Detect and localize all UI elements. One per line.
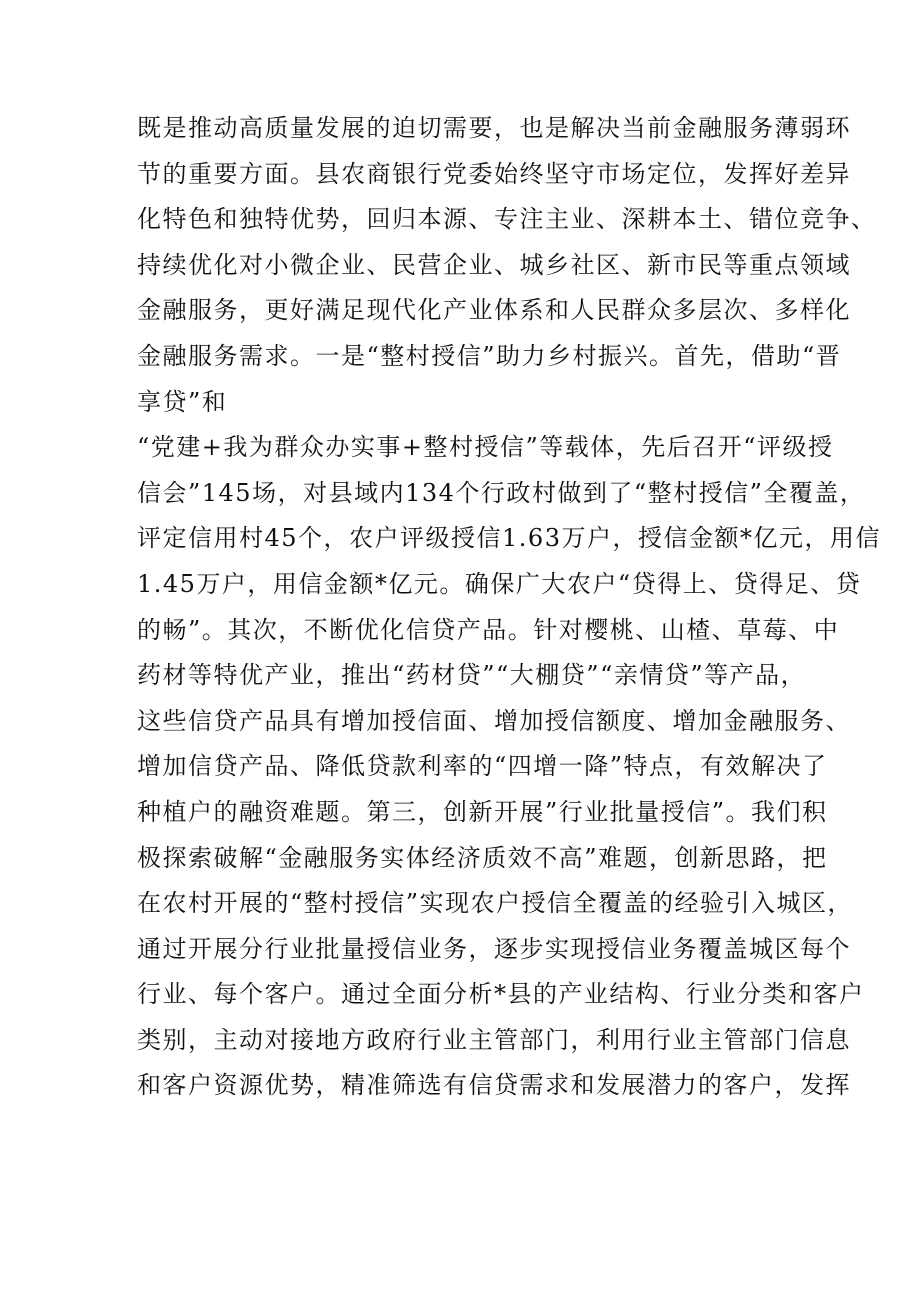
text-line: 种植户的融资难题。第三，创新开展”行业批量授信”。我们积 bbox=[137, 797, 828, 826]
text-line: 金融服务，更好满足现代化产业体系和人民群众多层次、多样化 bbox=[137, 296, 851, 325]
text-line: 信会”145场，对县域内134个行政村做到了“整村授信”全覆盖， bbox=[137, 478, 866, 507]
text-line: 的畅”。其次，不断优化信贷产品。针对樱桃、山楂、草莓、中 bbox=[137, 615, 840, 644]
body-text bbox=[137, 106, 881, 1109]
text-line: 增加信贷产品、降低贷款利率的“四增一降”特点，有效解决了 bbox=[137, 752, 828, 781]
text-line: 通过开展分行业批量授信业务，逐步实现授信业务覆盖城区每个 bbox=[137, 934, 851, 963]
text-line: 节的重要方面。县农商银行党委始终坚守市场定位，发挥好差异 bbox=[137, 159, 851, 188]
text-line: 化特色和独特优势，回归本源、专注主业、深耕本土、错位竞争、 bbox=[137, 205, 877, 234]
text-line: 评定信用村45个，农户评级授信1.63万户，授信金额*亿元，用信 bbox=[137, 524, 881, 553]
text-line: 金融服务需求。一是“整村授信”助力乡村振兴。首先，借助“晋 bbox=[137, 341, 842, 370]
text-line: 行业、每个客户。通过全面分析*县的产业结构、行业分类和客户 bbox=[137, 980, 865, 1009]
text-line: 1.45万户，用信金额*亿元。确保广大农户“贷得上、贷得足、贷 bbox=[137, 569, 862, 598]
text-line: 在农村开展的“整村授信”实现农户授信全覆盖的经验引入城区， bbox=[137, 889, 854, 918]
text-line: 享贷”和 bbox=[137, 387, 228, 416]
text-line: “党建+我为群众办实事+整村授信”等载体，先后召开“评级授 bbox=[137, 433, 834, 462]
text-line: 极探索破解“金融服务实体经济质效不高”难题，创新思路，把 bbox=[137, 843, 828, 872]
text-line: 持续优化对小微企业、民营企业、城乡社区、新市民等重点领域 bbox=[137, 250, 851, 279]
text-line: 和客户资源优势，精准筛选有信贷需求和发展潜力的客户，发挥 bbox=[137, 1071, 851, 1100]
text-line: 药材等特优产业，推出“药材贷”“大棚贷”“亲情贷”等产品， bbox=[137, 661, 807, 690]
text-line: 类别，主动对接地方政府行业主管部门，利用行业主管部门信息 bbox=[137, 1025, 851, 1054]
text-line: 这些信贷产品具有增加授信面、增加授信额度、增加金融服务、 bbox=[137, 706, 851, 735]
text-line: 既是推动高质量发展的迫切需要，也是解决当前金融服务薄弱环 bbox=[137, 114, 851, 142]
